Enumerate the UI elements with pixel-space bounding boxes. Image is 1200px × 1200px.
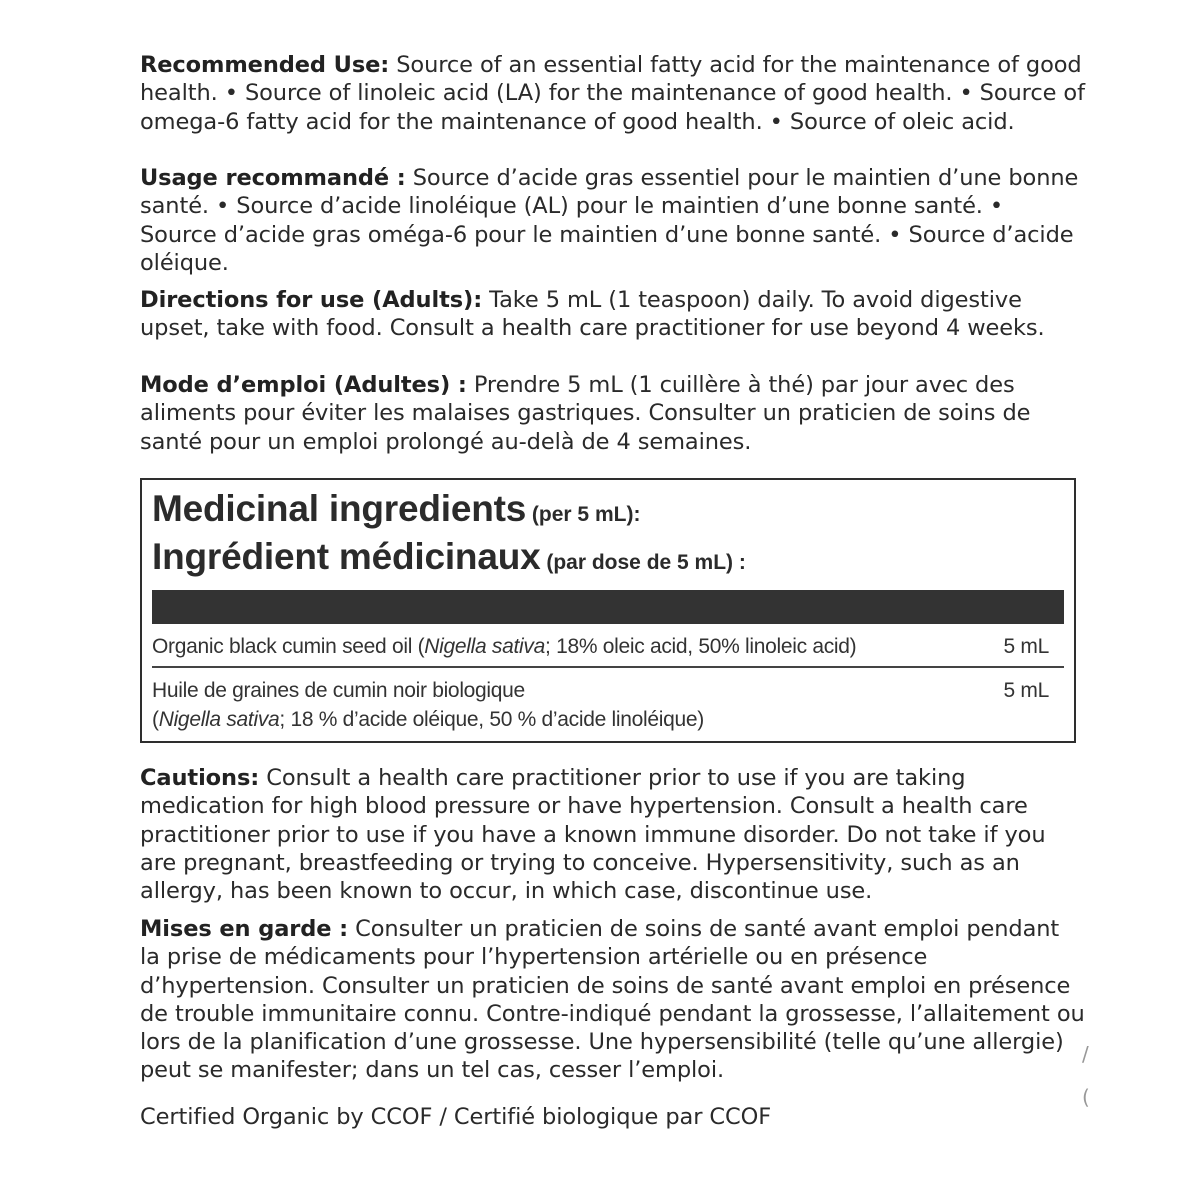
ingredients-header-bar <box>152 590 1064 624</box>
ingredient-latin-name-fr: Nigella sativa <box>158 708 280 731</box>
ingredient-name-en <box>152 632 856 661</box>
ingredient-name-fr-line1: Huile de graines de cumin noir biologique <box>152 679 525 702</box>
ingredient-name-fr-suffix: ; 18 % d’acide oléique, 50 % d’acide linoléique) <box>279 708 704 731</box>
recommended-use-fr-label: Usage recommandé : <box>140 165 406 191</box>
ingredient-name-fr-prefix: ( <box>152 708 159 731</box>
cautions-fr-text: Consulter un praticien de soins de santé avant emploi pendant la prise de médicaments pour l’hypertension artérielle ou en présence d’hypertension. Consulter un praticien de soins de santé avant emploi en présence de trouble immunitaire connu. Contre-indiqué pendant la grossesse, l’allaitement ou lors de la planification d’une grossesse. Une hypersensibilité (telle qu’une allergie) peut se manifester; dans un tel cas, cesser l’emploi. <box>140 916 1085 1084</box>
cautions-en <box>140 764 1085 905</box>
cautions-fr-label: Mises en garde : <box>140 916 349 942</box>
edge-scan-mark: ( <box>1082 1085 1090 1109</box>
directions-en <box>140 286 1085 343</box>
recommended-use-en-text: Source of an essential fatty acid for the maintenance of good health. • Source of linoleic acid (LA) for the maintenance of good health. • Source of omega-6 fatty acid for the maintenance of good health. • Source of oleic acid. <box>140 52 1085 135</box>
recommended-use-fr <box>140 164 1085 277</box>
ingredient-row-en <box>152 632 1049 662</box>
ingredient-amount-fr: 5 mL <box>1003 679 1049 702</box>
directions-en-text: Take 5 mL (1 teaspoon) daily. To avoid digestive upset, take with food. Consult a health care practitioner for use beyond 4 weeks. <box>140 287 1045 342</box>
ingredient-latin-name-en: Nigella sativa <box>424 635 545 658</box>
ingredient-name-fr <box>152 676 704 734</box>
ingredients-heading-en <box>152 488 640 530</box>
edge-scan-mark: / <box>1082 1042 1089 1066</box>
ingredients-heading-en-dose: (per 5 mL): <box>526 503 641 526</box>
ingredients-heading-fr-dose: (par dose de 5 mL) : <box>540 551 746 574</box>
cautions-fr <box>140 915 1085 1085</box>
ingredient-amount-en: 5 mL <box>1003 635 1049 658</box>
recommended-use-fr-text: Source d’acide gras essentiel pour le maintien d’une bonne santé. • Source d’acide linoléique (AL) pour le maintien d’une bonne santé. • Source d’acide gras oméga-6 pour le maintien d’une bonne santé. • Source d’acide oléique. <box>140 165 1079 276</box>
recommended-use-en <box>140 51 1085 136</box>
directions-fr <box>140 371 1085 456</box>
cautions-en-text: Consult a health care practitioner prior to use if you are taking medication for high blood pressure or have hypertension. Consult a health care practitioner prior to use if you have a known immune disorder. Do not take if you are pregnant, breastfeeding or trying to conceive. Hypersensitivity, such as an allergy, has been known to occur, in which case, discontinue use. <box>140 765 1046 905</box>
ingredients-heading-fr-title: Ingrédient médicinaux <box>152 536 541 577</box>
recommended-use-en-label: Recommended Use: <box>140 52 390 78</box>
ingredients-heading-en-title: Medicinal ingredients <box>152 488 527 529</box>
directions-fr-text: Prendre 5 mL (1 cuillère à thé) par jour avec des aliments pour éviter les malaises gastriques. Consulter un praticien de soins de santé pour un emploi prolongé au-delà de 4 semaines. <box>140 372 1031 455</box>
directions-fr-label: Mode d’emploi (Adultes) : <box>140 372 467 398</box>
certified-organic-line: Certified Organic by CCOF / Certifié biologique par CCOF <box>140 1104 772 1130</box>
ingredient-name-en-prefix: Organic black cumin seed oil ( <box>152 635 425 658</box>
ingredient-row-divider <box>152 666 1064 668</box>
medicinal-ingredients-box <box>140 478 1076 743</box>
ingredients-heading-fr <box>152 536 746 578</box>
cautions-en-label: Cautions: <box>140 765 260 791</box>
ingredient-row-fr <box>152 676 1049 736</box>
directions-en-label: Directions for use (Adults): <box>140 287 483 313</box>
ingredient-name-en-suffix: ; 18% oleic acid, 50% linoleic acid) <box>545 635 857 658</box>
